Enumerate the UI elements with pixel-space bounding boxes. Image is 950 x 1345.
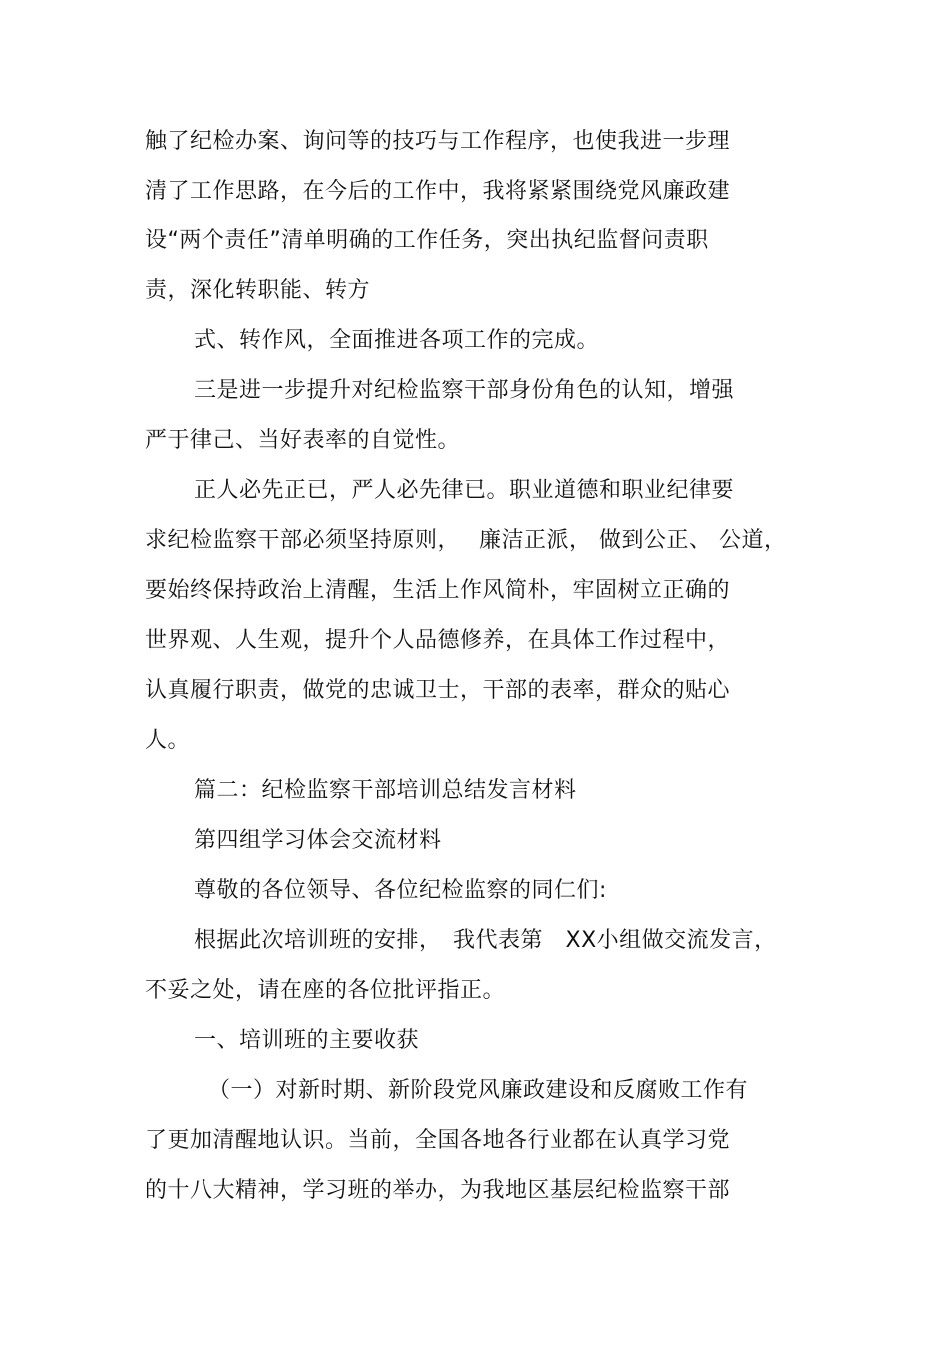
text-line: 正人必先正已，严人必先律已。职业道德和职业纪律要 (194, 478, 735, 503)
text-line: 清了工作思路，在今后的工作中，我将紧紧围绕党风廉政建 (145, 179, 731, 204)
text-line: 触了纪检办案、询问等的技巧与工作程序，也使我进一步理 (145, 129, 731, 154)
text-line: （一）对新时期、新阶段党风廉政建设和反腐败工作有 (208, 1078, 749, 1103)
text-line: 设“两个责任”清单明确的工作任务，突出执纪监督问责职 (145, 228, 709, 253)
salutation-line: 尊敬的各位领导、各位纪检监察的同仁们: (194, 878, 607, 903)
text-line: 世界观、人生观，提升个人品德修养，在具体工作过程中， (145, 628, 731, 653)
text-line: 根据此次培训班的安排， 我代表第 XX小组做交流发言， (194, 928, 777, 953)
section-heading: 篇二：纪检监察干部培训总结发言材料 (194, 778, 577, 803)
text-line: 不妥之处，请在座的各位批评指正。 (145, 978, 506, 1003)
text-line: 的十八大精神，学习班的举办，为我地区基层纪检监察干部 (145, 1178, 731, 1203)
section-heading: 一、培训班的主要收获 (194, 1028, 420, 1053)
subtitle-line: 第四组学习体会交流材料 (194, 828, 442, 853)
text-line: 责，深化转职能、转方 (145, 278, 371, 303)
text-line: 要始终保持政治上清醒，生活上作风简朴，牢固树立正确的 (145, 578, 731, 603)
text-line: 了更加清醒地认识。当前，全国各地各行业都在认真学习党 (145, 1128, 731, 1153)
text-line: 认真履行职责，做党的忠诚卫士，干部的表率，群众的贴心 (145, 678, 731, 703)
text-line: 求纪检监察干部必须坚持原则， 廉洁正派， 做到公正、 公道， (145, 528, 787, 553)
text-line: 严于律己、当好表率的自觉性。 (145, 428, 461, 453)
text-line: 式、转作风，全面推进各项工作的完成。 (194, 328, 600, 353)
text-line: 人。 (145, 728, 191, 753)
text-line: 三是进一步提升对纪检监察干部身份角色的认知，增强 (194, 378, 735, 403)
